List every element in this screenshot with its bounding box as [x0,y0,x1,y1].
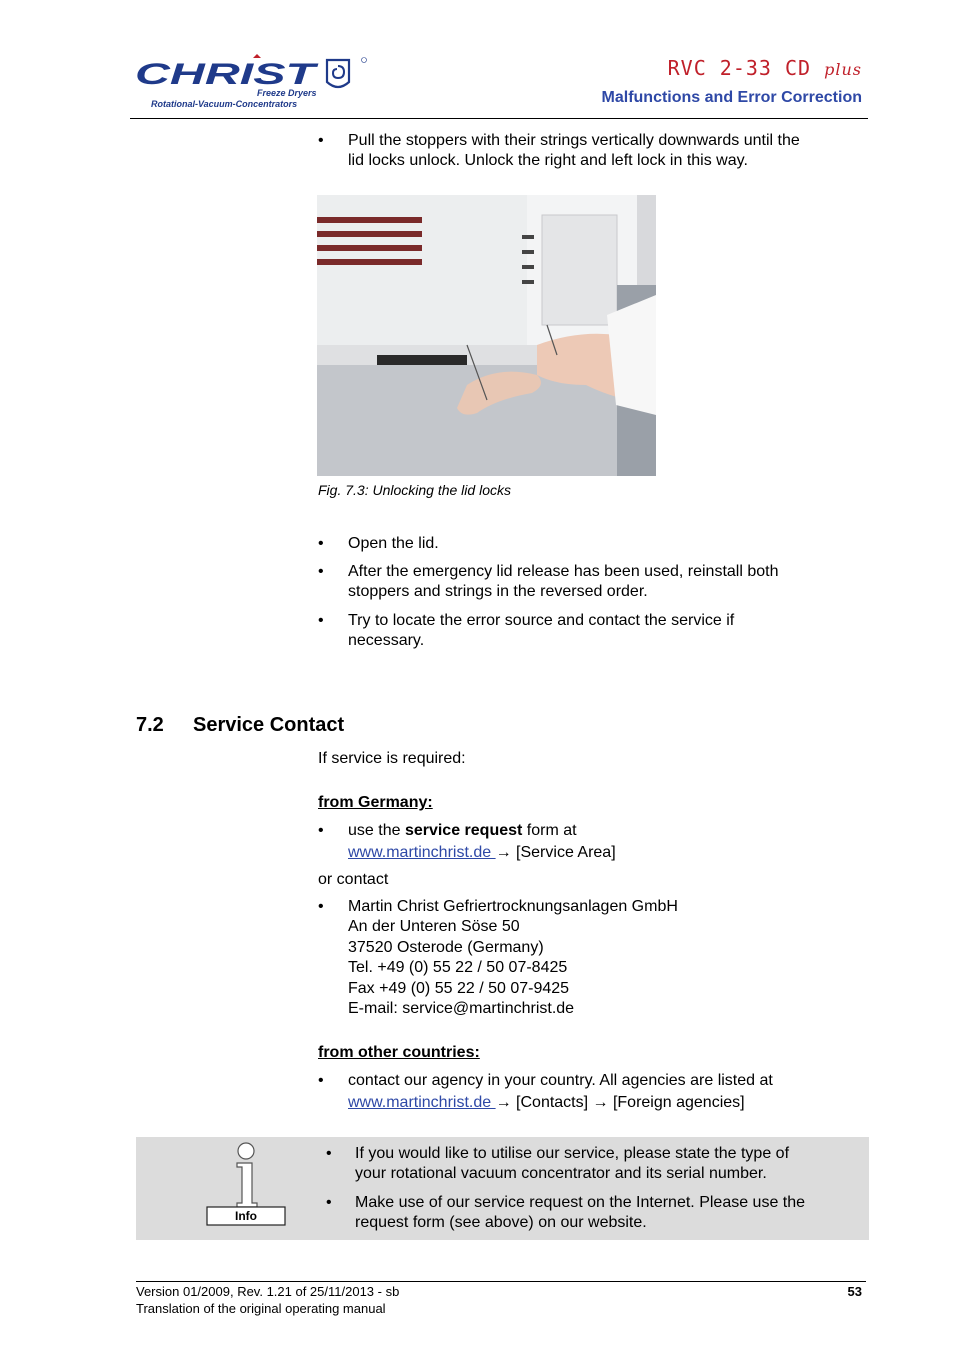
list-item-line: Open the lid. [348,535,439,552]
figure-caption: Fig. 7.3: Unlocking the lid locks [318,482,511,498]
website-link[interactable]: www.martinchrist.de [348,1094,496,1111]
section-number: 7.2 [136,714,164,736]
list-item-line: request form (see above) on our website. [355,1214,647,1231]
bullet-icon: • [326,1194,332,1211]
shield-icon [327,60,349,87]
info-label: Info [235,1209,257,1223]
logo-accent [253,54,261,58]
list-item-line [348,1093,745,1113]
registered-icon [362,58,367,63]
bullet-icon: • [318,132,324,149]
header-rule [130,118,868,119]
bullet-icon: • [318,563,324,580]
address-line: Fax +49 (0) 55 22 / 50 07-9425 [348,980,570,997]
list-item [318,611,868,651]
address-list-item [318,897,868,1019]
list-item-line: your rotational vacuum concentrator and its serial number. [355,1165,767,1182]
brand-wordmark: CHRIST [135,58,320,91]
page-number: 53 [847,1284,862,1299]
list-item-line: stoppers and strings in the reversed order. [348,583,648,600]
list-item [318,131,868,171]
bullet-icon: • [318,535,324,552]
germany-heading: from Germany: [318,794,433,811]
section-title: Service Contact [193,714,345,736]
text-segment: use the [348,822,405,839]
list-item-line: Try to locate the error source and contact the service if [348,612,735,629]
brand-subtitle-concentrators: Rotational-Vacuum-Concentrators [151,99,298,109]
list-item-line [348,821,577,841]
list-item-line: contact our agency in your country. All agencies are listed at [348,1072,773,1089]
bold-segment: service request [404,822,523,839]
list-item-line [348,843,616,863]
list-item-line: necessary. [348,632,425,649]
list-item [318,821,868,865]
bullet-icon: • [318,612,324,629]
list-item-line: If you would like to utilise our service, please state the type of [355,1145,790,1162]
list-item [318,562,868,602]
address-line: Tel. +49 (0) 55 22 / 50 07-8425 [348,959,568,976]
bullet-icon: • [318,822,324,839]
list-item-line: After the emergency lid release has been used, reinstall both [348,563,779,580]
list-item [318,534,868,554]
address-line: An der Unteren Söse 50 [348,918,520,935]
info-list-item [326,1144,861,1184]
footer-rule [136,1281,866,1282]
bullet-icon: • [326,1145,332,1162]
link-path: → [Contacts] → [Foreign agencies] [495,1094,745,1111]
lid-lock-photo-illustration [317,195,656,476]
info-icon [205,1140,287,1228]
text-segment: form at [522,822,577,839]
list-item-line: Make use of our service request on the Internet. Please use the [355,1194,806,1211]
service-intro: If service is required: [318,750,466,767]
model-name [668,56,862,80]
list-item-line: Pull the stoppers with their strings vertically downwards until the [348,132,800,149]
address-line: E-mail: service@martinchrist.de [348,1000,575,1017]
footer-translation: Translation of the original operating manual [136,1301,386,1316]
bullet-icon: • [318,898,324,915]
address-line: 37520 Osterode (Germany) [348,939,544,956]
link-path: → [Service Area] [495,844,616,861]
model-suffix: plus [824,60,862,79]
list-item [318,1071,868,1115]
footer-version: Version 01/2009, Rev. 1.21 of 25/11/2013 - sb [136,1284,400,1299]
company-logo [133,52,369,114]
website-link[interactable]: www.martinchrist.de [348,844,496,861]
model-code: RVC 2-33 CD [667,56,812,80]
chapter-title: Malfunctions and Error Correction [601,89,862,106]
figure-photo [317,195,656,476]
info-list-item [326,1193,861,1233]
brand-subtitle-freeze-dryers: Freeze Dryers [257,88,317,98]
or-contact-text: or contact [318,871,389,888]
address-line: Martin Christ Gefriertrocknungsanlagen GmbH [348,898,678,915]
spiral-icon [333,66,344,78]
other-countries-heading: from other countries: [318,1044,480,1061]
section-heading [136,714,344,737]
bullet-icon: • [318,1072,324,1089]
list-item-line: lid locks unlock. Unlock the right and left lock in this way. [348,152,748,169]
